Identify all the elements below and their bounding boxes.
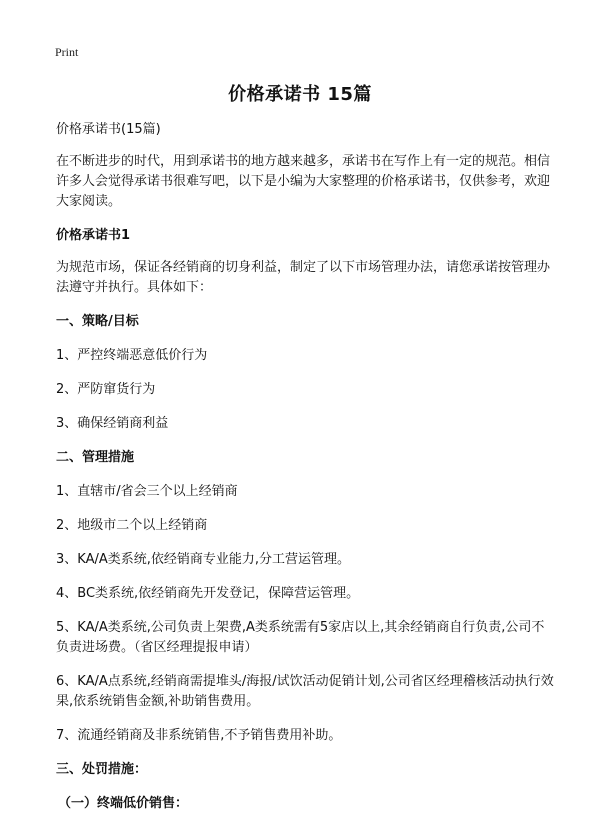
list-item: 3、确保经销商利益 xyxy=(56,416,169,431)
list-item: 1、直辖市/省会三个以上经销商 xyxy=(56,484,238,499)
list-item: 2、地级市二个以上经销商 xyxy=(56,518,208,533)
section-heading: 价格承诺书1 xyxy=(56,228,131,243)
intro-paragraph: 在不断进步的时代，用到承诺书的地方越来越多，承诺书在写作上有一定的规范。相信许多人会觉得承诺书很难写吧，以下是小编为大家整理的价格承诺书，仅供参考，欢迎大家阅读。 xyxy=(56,154,551,209)
list-item: 7、流通经销商及非系统销售,不予销售费用补助。 xyxy=(56,728,342,743)
document-body xyxy=(56,120,556,814)
list-item: 4、BC类系统,依经销商先开发登记，保障营运管理。 xyxy=(56,586,360,601)
document-subtitle: 价格承诺书(15篇) xyxy=(56,122,161,137)
strategy-heading: 一、策略/目标 xyxy=(56,314,139,329)
list-item: 5、KA/A类系统,公司负责上架费,A类系统需有5家店以上,其余经销商自行负责,公司不负责进场费。（省区经理提报申请） xyxy=(56,620,545,655)
penalty-heading: 三、处罚措施： xyxy=(56,762,148,777)
page-title: 价格承诺书 15篇 xyxy=(228,84,372,105)
list-item: 2、严防窜货行为 xyxy=(56,382,156,397)
list-item: 6、KA/A点系统,经销商需提堆头/海报/试饮活动促销计划,公司省区经理稽核活动执行效果,依系统销售金额,补助销售费用。 xyxy=(56,674,554,709)
measures-heading: 二、管理措施 xyxy=(56,450,135,465)
list-item: 1、严控终端恶意低价行为 xyxy=(56,348,208,363)
penalty-subheading: （一）终端低价销售： xyxy=(58,796,189,811)
list-item: 3、KA/A类系统,依经销商专业能力,分工营运管理。 xyxy=(56,552,350,567)
print-link[interactable]: Print xyxy=(55,45,79,59)
section-paragraph: 为规范市场，保证各经销商的切身利益，制定了以下市场管理办法，请您承诺按管理办法遵守并执行。具体如下： xyxy=(56,260,551,295)
